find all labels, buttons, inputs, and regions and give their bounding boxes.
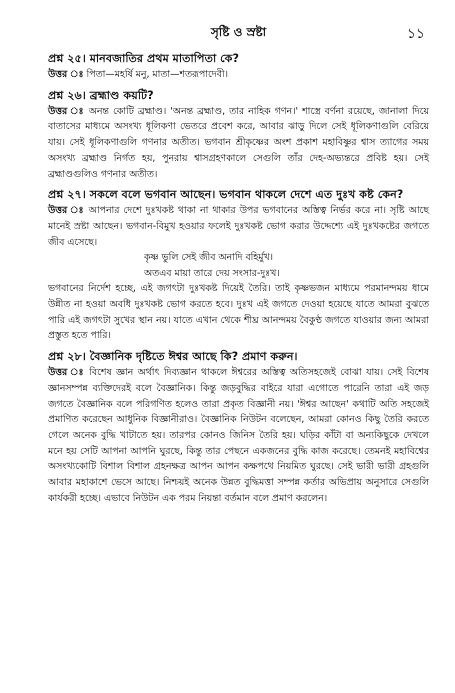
page-header <box>48 20 429 46</box>
page-number: ১১ <box>406 26 425 42</box>
answer-label: উত্তর ঃ <box>48 367 85 379</box>
answer-27 <box>48 203 429 250</box>
question-26: প্রশ্ন ২৬। ব্রহ্মাণ্ড কয়টি? <box>48 88 154 102</box>
answer-text: আপনার দেশে দুঃখকষ্ট থাকা না থাকার উপর ভগবানের অস্তিত্ব নির্ভর করে না। সৃষ্টি আছে মানেই স্রষ্টা আছেন। ভগবান-বিমুখ হওয়ার ফলেই দুঃখকষ্ট ভোগ করার উদ্দেশ্যে এই দুঃখকষ্টের জগতে জীব এসেছে। <box>48 205 429 248</box>
answer-text: পিতা—মহর্ষি মনু, মাতা—শতরূপাদেবী। <box>86 69 228 80</box>
answer-label: উত্তর ঃ <box>48 105 85 117</box>
answer-28 <box>48 365 429 506</box>
answer-label: উত্তর ঃ <box>48 69 84 80</box>
question-25: প্রশ্ন ২৫। মানবজাতির প্রথম মাতাপিতা কে? <box>48 52 239 65</box>
question-27: প্রশ্ন ২৭। সকলে বলে ভগবান আছেন। ভগবান থাকলে দেশে এত দুঃখ কষ্ট কেন? <box>48 188 404 202</box>
answer-26 <box>48 104 429 183</box>
question-28: প্রশ্ন ২৮। বৈজ্ঞানিক দৃষ্টিতে ঈশ্বর আছে কি? প্রমাণ করুন। <box>48 350 298 364</box>
answer-text: বিশেষ জ্ঞান অর্থাৎ দিব্যজ্ঞান থাকলে ঈশ্বরের অস্তিত্ব অতিসহজেই বোঝা যায়। সেই বিশেষ জ্ঞানসম্পন্ন ব্যক্তিদেরই বলে বৈজ্ঞানিক। কিন্তু জড়বুদ্ধির বাইরে যারা এগোতে পারেনি তারা এই জড় জগতে বৈজ্ঞানিক বলে পরিগণিত হলেও তারা প্রকৃত বিজ্ঞানী নয়। 'ঈশ্বর আছেন' কথাটি অতি সহজেই প্রমাণিত করেছেন আধুনিক বিজ্ঞানীরাও। বৈজ্ঞানিক নিউটন বলেছেন, আমরা কোনও কিছু তৈরি করতে গেলে অনেক বুদ্ধি খাটাতে হয়। তারপর কোনও জিনিস তৈরি হয়। ঘড়ির কাঁটা বা অন্যকিছুকে দেখলে মনে হয় সেটি আপনা আপনি ঘুরছে, কিন্তু তার পেছনে একজনের বুদ্ধি কাজ করেছে। তেমনই মহাবিশ্বের অসংখ্যকোটি বিশাল বিশাল গ্রহনক্ষত্র আপন আপন কক্ষপথে নিয়মিত ঘুরছে। সেই ভারী ভারী গ্রহগুলি আবার মহাকাশে ভেসে আছে। নিশ্চয়ই অনেক উন্নত বুদ্ধিমত্তা সম্পন্ন কর্তার অভিপ্রায় অনুসারে সেগুলি কার্যকরী হচ্ছে। এভাবে নিউটন এক পরম নিয়ন্তা বর্তমান বলে প্রমাণ করলেন। <box>48 367 430 504</box>
verse-line-1: কৃষ্ণ ভুলি সেই জীব অনাদি বহির্মুখ। <box>144 252 273 264</box>
answer-label: উত্তর ঃ <box>48 205 85 217</box>
running-title: সৃষ্টি ও স্রষ্টা <box>210 25 267 39</box>
answer-27-continued: ভগবানের নির্দেশ হচ্ছে, এই জগৎটা দুঃখকষ্ট দিয়েই তৈরি। তাই কৃষ্ণভজন মাধ্যমে পরমানন্দময় ধামে উন্নীত না হওয়া অবধি দুঃখকষ্ট ভোগ করতে হবে। দুঃখ এই জগতে দেওয়া হয়েছে যাতে আমরা বুঝতে পারি এই জগৎটা সুখের স্থান নয়। যাতে এখান থেকে শীঘ্র আনন্দময় বৈকুণ্ঠ জগতে যাওয়ার জন্য আমরা প্রস্তুত হতে পারি। <box>48 283 429 342</box>
answer-25 <box>48 67 429 83</box>
answer-text: অনন্ত কোটি ব্রহ্মাণ্ড। 'অনন্ত ব্রহ্মাণ্ড, তার নাহিক গণন।' শাস্ত্রে বর্ণনা রয়েছে, জানালা দিয়ে বাতাসের মাধ্যমে অসংখ্য ধূলিকণা ভেতরে প্রবেশ করে, আবার ঝাড়ু দিলে সেই ধূলিকণাগুলি বেরিয়ে যায়। সেই ধূলিকণাগুলি গণনার অতীত। ভগবান শ্রীকৃষ্ণের অংশ প্রকাশ মহাবিষ্ণুর শ্বাস ত্যাগের সময় অসংখ্য ব্রহ্মাণ্ড নির্গত হয়, পুনরায় শ্বাসগ্রহণকালে সেগুলি তাঁর দেহ-অভ্যন্তরে প্রবিষ্ট হয়। সেই ব্রহ্মাণ্ডগুলিও গণনার অতীত। <box>48 105 429 180</box>
verse-line-2: অতএব মায়া তারে দেয় সংসার-দুঃখ। <box>144 267 280 279</box>
